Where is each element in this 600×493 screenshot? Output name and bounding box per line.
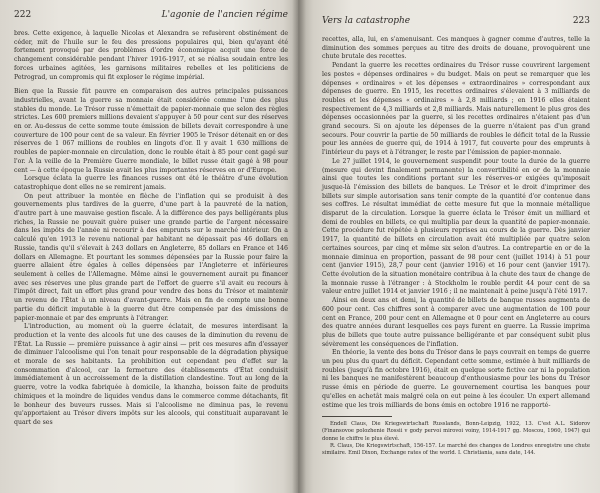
- footnote-2: R. Claus, Die Kriegswirtschaft, 156-157. Le marché des changes de Londres enregistre une chute similaire. Emil Dixon, Exchange rates of the world. I. Christiania, sans date, 144.: [322, 442, 590, 457]
- left-paragraph-4: On peut attribuer la montée en flèche de l'inflation qui se produisit à des gouvernements plus tardives de la guerre, d'une part à la pauvreté de la nation, d'autre part à une mauvaise gestion fiscale. À la différence des pays belligérants plus riches, la Russie ne pouvait guère puiser une grande partie de l'argent nécessaire dans les impôts de l'année ni recourir à des emprunts sur le marché intérieur. On a calculé qu'en 1913 le revenu national par habitant ne dépassait pas 46 dollars en Russie, tandis qu'il s'élevait à 243 dollars en Angleterre, 85 dollars en France et 146 dollars en Allemagne. Et pourtant les sommes dépensées par la Russie pour faire la guerre allaient être égales à celles dépensées par l'Angleterre et inférieures seulement à celles de l'Allemagne. Même ainsi le gouvernement aurait pu financer avec ses réserves une plus grande part de l'effort de guerre s'il avait eu recours à l'impôt direct, fait un effort plus grand pour vendre des bons du Trésor et maintenir un revenu de l'État à un niveau d'avant-guerre. Mais en fin de compte une bonne partie du déficit imputable à la guerre dut être compensée par des émissions de papier-monnaie et par des emprunts à l'étranger.: [14, 192, 288, 322]
- right-paragraph-5: En théorie, la vente des bons du Trésor dans le pays couvrait en temps de guerre un peu plus du quart du déficit. Cependant cette somme, estimée à huit milliards de roubles (jusqu'à fin octobre 1916), était en quelque sorte fictive car ni la population ni les banques ne manifestèrent beaucoup d'enthousiasme pour les bons du Trésor russe émis en période de guerre. Le gouvernement courtisa les banques pour qu'elles en achetât mais malgré cela on eut peine à les écouler. Un expert allemand estime que les trois milliards de bons émis en octobre 1916 ne rapporté-: [322, 349, 590, 409]
- footnote-rule: [322, 416, 392, 417]
- right-running-title: Vers la catastrophe: [322, 16, 411, 26]
- left-paragraph-1: bres. Cette exigence, à laquelle Nicolas et Alexandra se refusèrent obstinément de céder, mit de l'huile sur le feu des pressions populaires qui, bien qu'ayant été fortement provoqué par des problèmes d'ordre économique acquit une force de changement considérable pendant l'hiver 1916-1917, et se réalisa soudain entre les forces urbaines agitées, les garnisons militaires rebelles et les politiciens de Petrograd, un compromis qui fit exploser le régime impérial.: [14, 30, 288, 81]
- left-paragraph-2: Bien que la Russie fût pauvre en comparaison des autres principales puissances industrielles, avant la guerre sa monnaie était considérée comme l'une des plus stables du monde. Le Trésor russe n'émettait de papier-monnaie que selon des règles strictes. Les 600 premiers millions devaient s'appuyer à 50 pour cent sur des réserves en or. Au-dessus de cette somme toute émission de billets devait correspondre à une couverture de 100 pour cent de sa valeur. En février 1905 le Trésor détenait en or des réserves de 1 067 millions de roubles en lingots d'or. Il y avait 1 630 millions de roubles de papier-monnaie en circulation, donc le rouble était à 85 pour cent gagé sur l'or. À la veille de la Première Guerre mondiale, le billet russe était gagé à 98 pour cent — à cette époque la Russie avait les plus importantes réserves en or d'Europe.: [14, 88, 288, 174]
- right-page: [298, 0, 600, 493]
- left-running-title: L'agonie de l'ancien régime: [161, 10, 288, 20]
- right-running-head: [322, 16, 590, 36]
- right-paragraph-4: Ainsi en deux ans et demi, la quantité de billets de banque russes augmenta de 600 pour cent. Ces chiffres sont à comparer avec une augmentation de 100 pour cent en France, 200 pour cent en Allemagne et 0 pour cent en Angleterre au cours des quatre années durant lesquelles ces pays furent en guerre. La Russie imprima plus de billets que toute autre puissance belligérante et par conséquent subit plus sévèrement les conséquences de l'inflation.: [322, 297, 590, 348]
- right-paragraph-2: Pendant la guerre les recettes ordinaires du Trésor russe couvrirent largement les postes « dépenses ordinaires » du budget. Mais on peut se remarquer que les dépenses « ordinaires » et les dépenses « extraordinaires » correspondant aux dépenses de guerre. En 1915, les recettes ordinaires s'élevaient à 3 milliards de roubles et les dépenses « ordinaires » à 2,8 milliards ; en 1916 elles étaient respectivement de 4,3 milliards et 2,8 milliards. Mais naturellement le plus gros des dépenses occasionnées par la guerre, si les recettes ordinaires n'étaient pas d'un grand secours. Si on ajoute les dépenses de la guerre n'étaient pas d'un grand secours. Pour couvrir la partie de 50 milliards de roubles le déficit total de la Russie pour les années de guerre qui, de 1914 à 1917, fut couverte pour des emprunts à l'intérieur du pays et à l'étranger, le reste par l'émission de papier-monnaie.: [322, 62, 590, 157]
- right-paragraph-1: recettes, alla, lui, en s'amenuisant. Ces manques à gagner comme d'autres, telle la diminution des sommes perçues au titre des droits de douane, provoquèrent une chute brutale des recettes.: [322, 36, 590, 61]
- left-paragraph-5: L'introduction, au moment où la guerre éclatait, de mesures interdisant la production et la vente des alcools fut une des causes de la diminution du revenu de l'État. La Russie — première puissance à agir ainsi — prit ces mesures afin d'essayer de diminuer l'alcoolisme qui l'on tenait pour responsable de la dégradation physique et morale de ses habitants. La prohibition eut cependant peu d'effet sur la consommation d'alcool, car la fermeture des établissements d'État conduisit immédiatement à un accroissement de la distillation clandestine. Tout au long de la guerre, votre la vodka fabriquée à domicile, la khanzha, boisson faite de produits chimiques et la moindre de liquides vendus dans le commerce comme détachants, fit le bonheur des buveurs russes. Mais si l'alcoolisme ne diminua pas, le revenu qu'apportaient au Trésor divers impôts sur les alcools, qui constituait auparavant le quart de ses: [14, 323, 288, 426]
- left-page-number: 222: [14, 10, 32, 20]
- right-page-number: 223: [572, 16, 590, 26]
- book-gutter: [292, 0, 306, 493]
- right-paragraph-3: Le 27 juillet 1914, le gouvernement suspendit pour toute la durée de la guerre (mesure qui devint finalement permanente) la convertibilité en or de la monnaie ainsi que toutes les conditions portant sur les réserves-or exigées qu'imposait jusque-là l'émission des billets de banques. Le Trésor et le droit d'imprimer des billets sur simple autorisation sans tenir compte de la quantité d'or contenue dans ses coffres. Le résultat immédiat de cette mesure fut que la monnaie métallique disparut de la circulation. Lorsque la guerre éclata le Trésor émit un milliard et demi de roubles en billets, ce qui multiplia par deux la quantité de papier-monnaie. Cette procédure fut répétée à plusieurs reprises au cours de la guerre. Dès janvier 1917, la quantité de billets en circulation avait été multipliée par quatre selon certaines sources, par cinq et même six selon d'autres. La contrepartie en or de la monnaie diminua en proportion, passant de 98 pour cent (juillet 1914) à 51 pour cent (janvier 1915), 28,7 pour cent (janvier 1916) et 16 pour cent (janvier 1917). Cette évolution de la situation monétaire contribua à la chute des taux de change de la monnaie russe à l'étranger : à Stockholm le rouble perdit 44 pour cent de sa valeur entre juillet 1914 et janvier 1916 ; il ne maintenait à peine jusqu'à l'été 1917.: [322, 157, 590, 296]
- left-paragraph-3: Lorsque éclata la guerre les finances russes ont été le théâtre d'une évolution catastrophique dont elles ne se remirent jamais.: [14, 175, 288, 191]
- footnote-1: Endell Claus, Die Kriegswirtschaft Russlands, Bonn-Leipzig, 1922, 13. C'est A.L. Sidorov (Finansovoe polozhenie Rossii v gody pervoi mirovoi voiny, 1914-1917 gg. Moscou, 1960, 1947) qui donne le chiffre le plus élevé.: [322, 421, 590, 442]
- left-running-head: [14, 10, 288, 30]
- left-page: [0, 0, 298, 493]
